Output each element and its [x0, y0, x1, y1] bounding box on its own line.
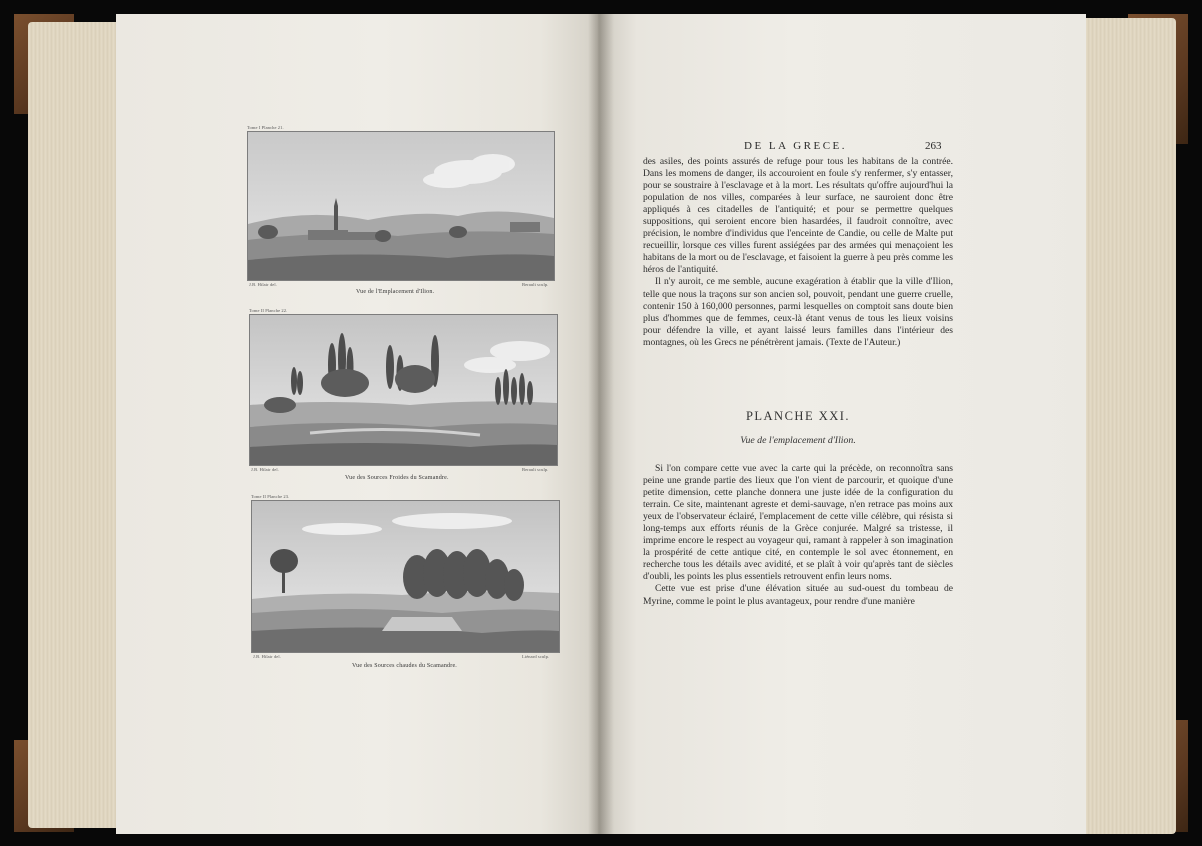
right-page-edges: [1080, 18, 1176, 834]
text-block-lower: [643, 463, 953, 608]
plate-1-caption: Vue de l'Emplacement d'Ilion.: [356, 289, 435, 295]
plate-heading: PLANCHE XXI.: [745, 409, 851, 423]
plate-1-tome-label: Tome I Planche 21.: [247, 125, 284, 130]
plate-1-engraver-credit: Berault sculp.: [522, 282, 549, 287]
plate-subtitle: Vue de l'emplacement d'Ilion.: [740, 435, 856, 446]
plate-1-artist-credit: J.B. Hilair del.: [249, 282, 277, 287]
plate-3-artist-credit: J.B. Hilair del.: [253, 654, 281, 659]
gutter-shadow: [588, 14, 614, 834]
running-head: DE LA GRECE.: [744, 140, 848, 152]
plate-1-engraving: [247, 131, 555, 281]
paragraph-3: Si l'on compare cette vue avec la carte qui la précède, on reconnoîtra sans peine une grande partie des lieux que l'on vient de parcourir, et quoique d'une petite dimension, cette planche donnera une juste idée de la configuration du terrain. Ce site, maintenant agreste et demi-sauvage, n'en retrace pas moins aux yeux de l'observateur éclairé, l'emplacement de cette ville célèbre, qui résista si long-temps aux efforts réunis de la Grèce conjurée. Malgré sa tristesse, il imprime encore le respect au voyageur qui, ramant à rappeler à son imagination la prospérité de cette antique cité, en contemple le sol avec étonnement, en recherche tous les détails avec avidité, et se plaît à voir qu'après tant de siècles d'oubli, les points les plus essentiels retrouvent enfin leurs noms.: [643, 463, 953, 583]
plate-2-caption: Vue des Sources Froides du Scamandre.: [345, 475, 449, 481]
text-block-upper: [643, 156, 953, 349]
plate-3-tome-label: Tome II Planche 23.: [251, 494, 290, 499]
right-page: [598, 14, 1086, 834]
plate-3-engraver-credit: Liénard sculp.: [522, 654, 550, 659]
plate-3-caption: Vue des Sources chaudes du Scamandre.: [352, 663, 458, 669]
paragraph-2: Il n'y auroit, ce me semble, aucune exagération à établir que la ville d'Ilion, telle que nous la traçons sur son ancien sol, pouvoit, pendant une guerre cruelle, contenir 150 à 160,000 personnes, parmi lesquelles on comptoit sans doute bien plus d'hommes que de femmes, ceux-là étant venus de tous les lieux voisins pour défendre la ville, et ayant laissé leurs familles dans l'intérieur des montagnes, où les Grecs ne pénétrèrent jamais. (Texte de l'Auteur.): [643, 276, 953, 348]
page-number: 263: [925, 140, 942, 152]
left-page-edges: [28, 22, 122, 828]
plate-2-tome-label: Tome II Planche 22.: [249, 308, 288, 313]
plate-2-engraver-credit: Berault sculp.: [522, 467, 549, 472]
plate-2-artist-credit: J.B. Hilair del.: [251, 467, 279, 472]
paragraph-4: Cette vue est prise d'une élévation située au sud-ouest du tombeau de Myrine, comme le point le plus avantageux, pour rendre d'une manière: [643, 583, 953, 607]
paragraph-1: des asiles, des points assurés de refuge pour tous les habitans de la contrée. Dans les momens de danger, ils accouroient en foule s'y renfermer, s'y entasser, pour se soustraire à l'esclavage et à la mort. Les résultats qu'offre aujourd'hui la population de nos villes, comparées à leur surface, ne sauroient donc être appliqués à ces citadelles de l'antiquité; et pour se permettre quelques suppositions, qui seroient encore bien hasardées, il faudroit connoître, avec précision, le nombre d'individus que l'enceinte de Candie, ou celle de Malte put recueillir, lorsque ces villes furent assiégées par des armées qui menaçoient les habitans de la mort ou de l'esclavage, et faisoient la guerre à peu près comme les héros de l'antiquité.: [643, 156, 953, 276]
plate-2-engraving: [249, 314, 558, 466]
plate-3-engraving: [251, 500, 560, 653]
